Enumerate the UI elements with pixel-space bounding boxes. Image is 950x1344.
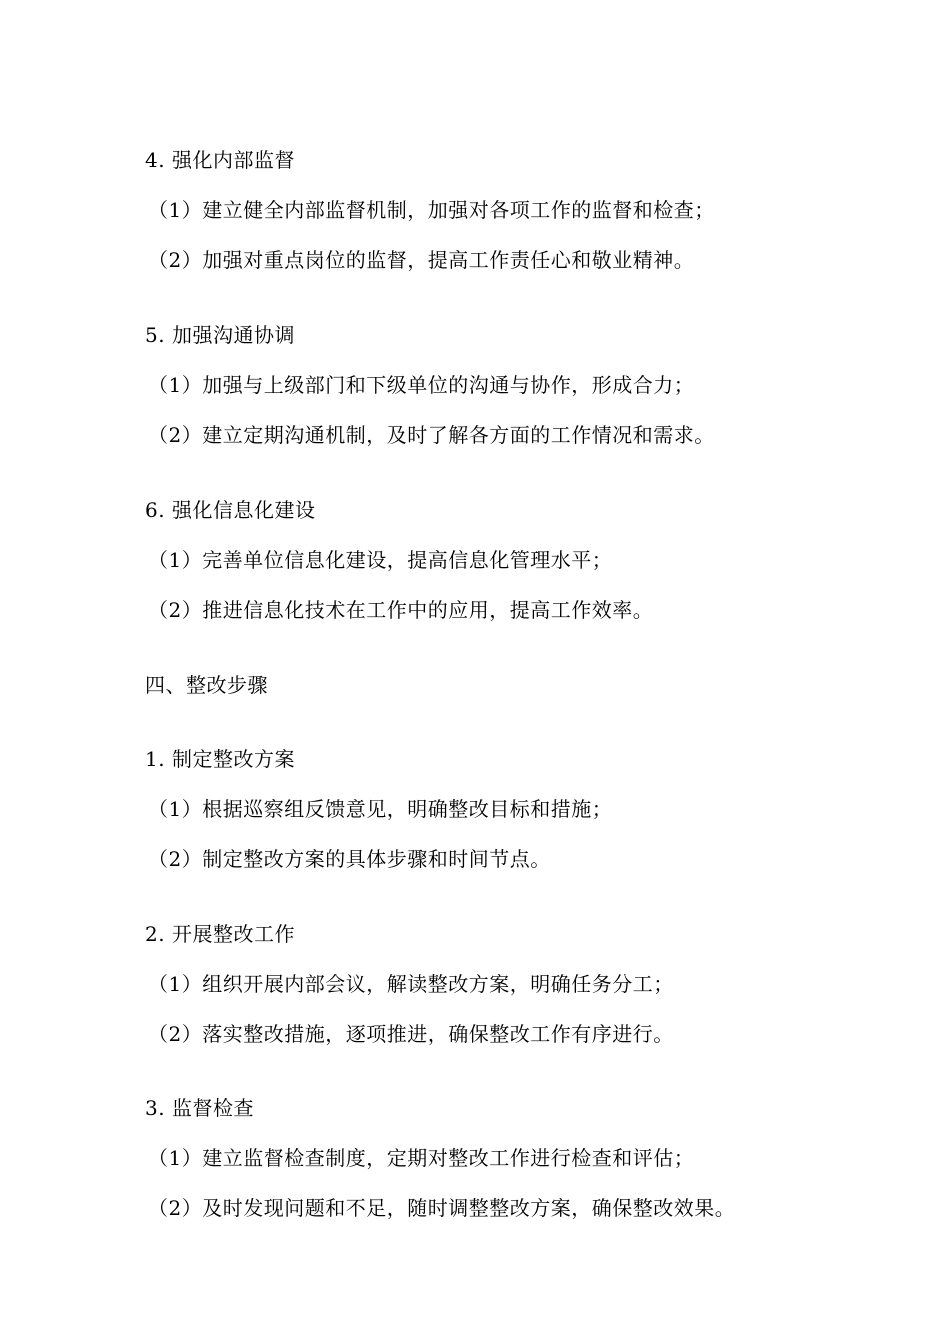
subsection-heading-3: 3. 监督检查: [145, 1096, 254, 1120]
list-item: （1）建立健全内部监督机制，加强对各项工作的监督和检查；: [148, 198, 715, 222]
subsection-heading-5: 5. 加强沟通协调: [145, 323, 295, 347]
section-heading: 四、整改步骤: [145, 673, 268, 697]
list-item: （1）完善单位信息化建设，提高信息化管理水平；: [148, 548, 613, 572]
list-item: （2）及时发现问题和不足，随时调整整改方案，确保整改效果。: [148, 1196, 736, 1220]
list-item: （1）根据巡察组反馈意见，明确整改目标和措施；: [148, 797, 613, 821]
list-item: （1）组织开展内部会议，解读整改方案，明确任务分工；: [148, 972, 674, 996]
subsection-heading-4: 4. 强化内部监督: [145, 148, 295, 172]
list-item: （2）落实整改措施，逐项推进，确保整改工作有序进行。: [148, 1022, 674, 1046]
list-item: （1）加强与上级部门和下级单位的沟通与协作，形成合力；: [148, 373, 695, 397]
list-item: （2）建立定期沟通机制，及时了解各方面的工作情况和需求。: [148, 423, 715, 447]
subsection-heading-6: 6. 强化信息化建设: [145, 498, 316, 522]
subsection-heading-2: 2. 开展整改工作: [145, 922, 295, 946]
list-item: （2）推进信息化技术在工作中的应用，提高工作效率。: [148, 598, 654, 622]
list-item: （2）加强对重点岗位的监督，提高工作责任心和敬业精神。: [148, 248, 695, 272]
list-item: （1）建立监督检查制度，定期对整改工作进行检查和评估；: [148, 1146, 695, 1170]
subsection-heading-1: 1. 制定整改方案: [145, 747, 295, 771]
list-item: （2）制定整改方案的具体步骤和时间节点。: [148, 847, 551, 871]
